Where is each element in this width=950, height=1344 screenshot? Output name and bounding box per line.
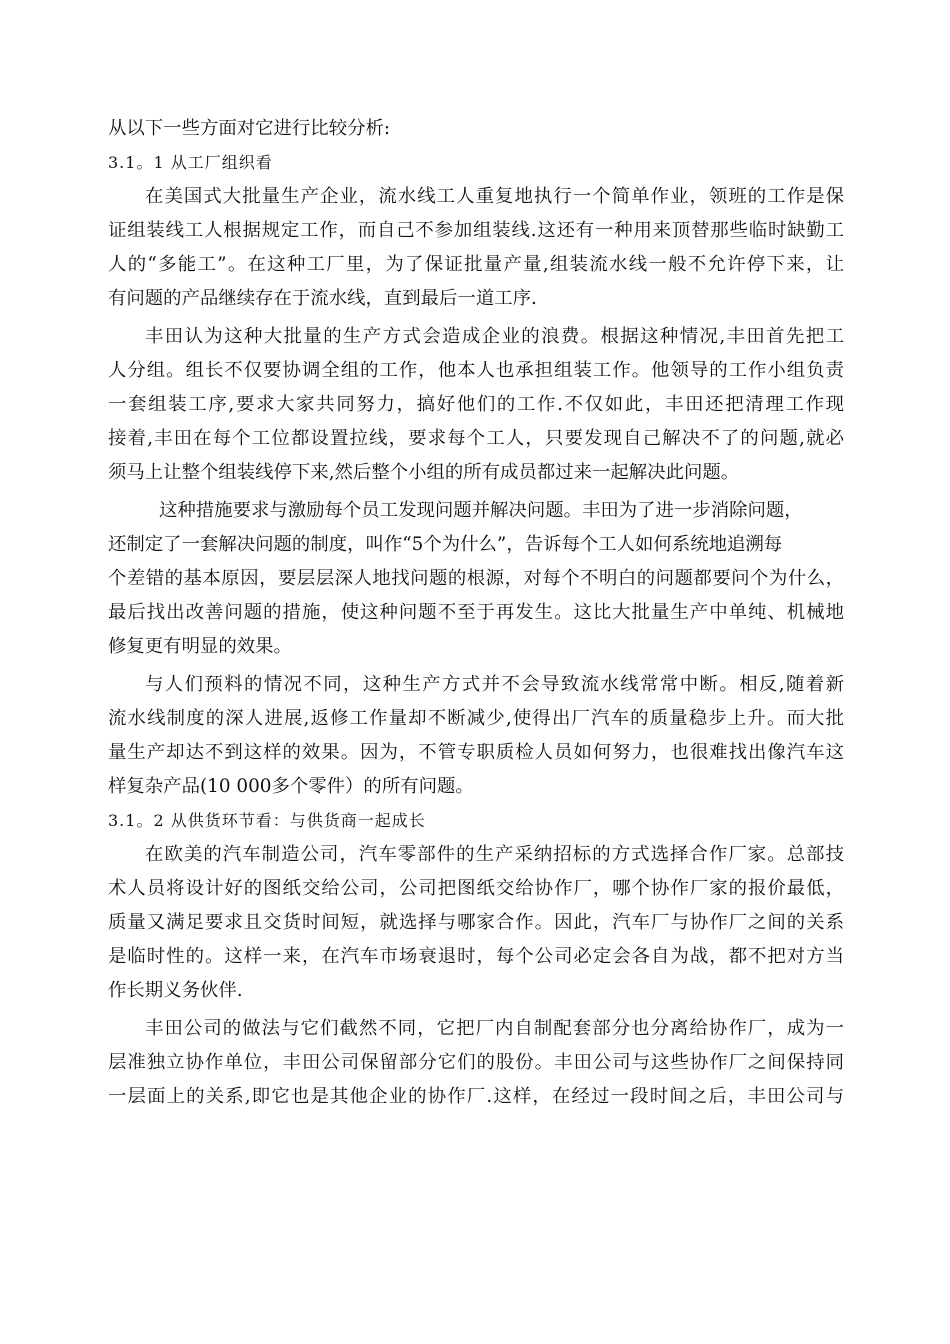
paragraph-line: 在欧美的汽车制造公司，汽车零部件的生产采纳招标的方式选择合作厂家。总部技 bbox=[145, 844, 844, 865]
document-page bbox=[108, 112, 844, 1114]
paragraph-line: 质量又满足要求且交货时间短，就选择与哪家合作。因此，汽车厂与协作厂之间的关系 bbox=[108, 912, 844, 933]
paragraph-line: 一层面上的关系,即它也是其他企业的协作厂.这样，在经过一段时间之后，丰田公司与 bbox=[108, 1086, 844, 1107]
paragraph-line: 一套组装工序,要求大家共同努力，搞好他们的工作.不仅如此，丰田还把清理工作现 bbox=[108, 394, 844, 415]
paragraph-line: 这种措施要求与激励每个员工发现问题并解决问题。丰田为了进一步消除问题， bbox=[159, 500, 803, 521]
paragraph-line: 最后找出改善问题的措施，使这种问题不至于再发生。这比大批量生产中单纯、机械地 bbox=[108, 602, 844, 623]
paragraph-line: 是临时性的。这样一来，在汽车市场衰退时，每个公司必定会各自为战，都不把对方当 bbox=[108, 946, 844, 967]
paragraph-line: 丰田公司的做法与它们截然不同，它把厂内自制配套部分也分离给协作厂，成为一 bbox=[145, 1018, 844, 1039]
paragraph-line: 样复杂产品(10 000多个零件）的所有问题。 bbox=[108, 776, 474, 797]
paragraph-line: 丰田认为这种大批量的生产方式会造成企业的浪费。根据这种情况,丰田首先把工 bbox=[145, 326, 844, 347]
paragraph-line: 层准独立协作单位，丰田公司保留部分它们的股份。丰田公司与这些协作厂之间保持同 bbox=[108, 1052, 844, 1073]
paragraph-line: 与人们预料的情况不同，这种生产方式并不会导致流水线常常中断。相反,随着新 bbox=[145, 674, 844, 695]
paragraph-line: 作长期义务伙伴. bbox=[108, 980, 243, 1001]
section-heading-supply-chain: 3.1。2 从供货环节看：与供货商一起成长 bbox=[108, 811, 426, 830]
paragraph-line: 还制定了一套解决问题的制度，叫作“5个为什么”，告诉每个工人如何系统地追溯每 bbox=[108, 534, 783, 555]
paragraph-line: 须马上让整个组装线停下来,然后整个小组的所有成员都过来一起解决此问题。 bbox=[108, 462, 740, 483]
paragraph-line: 量生产却达不到这样的效果。因为，不管专职质检人员如何努力，也很难找出像汽车这 bbox=[108, 742, 844, 763]
section-heading-factory-organization: 3.1。1 从工厂组织看 bbox=[108, 153, 273, 172]
paragraph-line: 证组装线工人根据规定工作，而自己不参加组装线.这还有一种用来顶替那些临时缺勤工 bbox=[108, 220, 844, 241]
paragraph-line: 人分组。组长不仅要协调全组的工作，他本人也承担组装工作。他领导的工作小组负责 bbox=[108, 360, 844, 381]
paragraph-line: 接着,丰田在每个工位都设置拉线，要求每个工人，只要发现自己解决不了的问题,就必 bbox=[108, 428, 844, 449]
paragraph-line: 修复更有明显的效果。 bbox=[108, 636, 292, 657]
paragraph-line: 人的“多能工”。在这种工厂里，为了保证批量产量,组装流水线一般不允许停下来，让 bbox=[108, 254, 844, 275]
paragraph-line: 在美国式大批量生产企业，流水线工人重复地执行一个简单作业，领班的工作是保 bbox=[145, 186, 844, 207]
intro-line: 从以下一些方面对它进行比较分析: bbox=[108, 118, 391, 139]
paragraph-line: 个差错的基本原因，要层层深人地找问题的根源，对每个不明白的问题都要问个为什么， bbox=[108, 568, 844, 589]
paragraph-line: 有问题的产品继续存在于流水线，直到最后一道工序. bbox=[108, 288, 537, 309]
paragraph-line: 术人员将设计好的图纸交给公司，公司把图纸交给协作厂，哪个协作厂家的报价最低， bbox=[108, 878, 844, 899]
paragraph-line: 流水线制度的深人进展,返修工作量却不断减少,使得出厂汽车的质量稳步上升。而大批 bbox=[108, 708, 844, 729]
